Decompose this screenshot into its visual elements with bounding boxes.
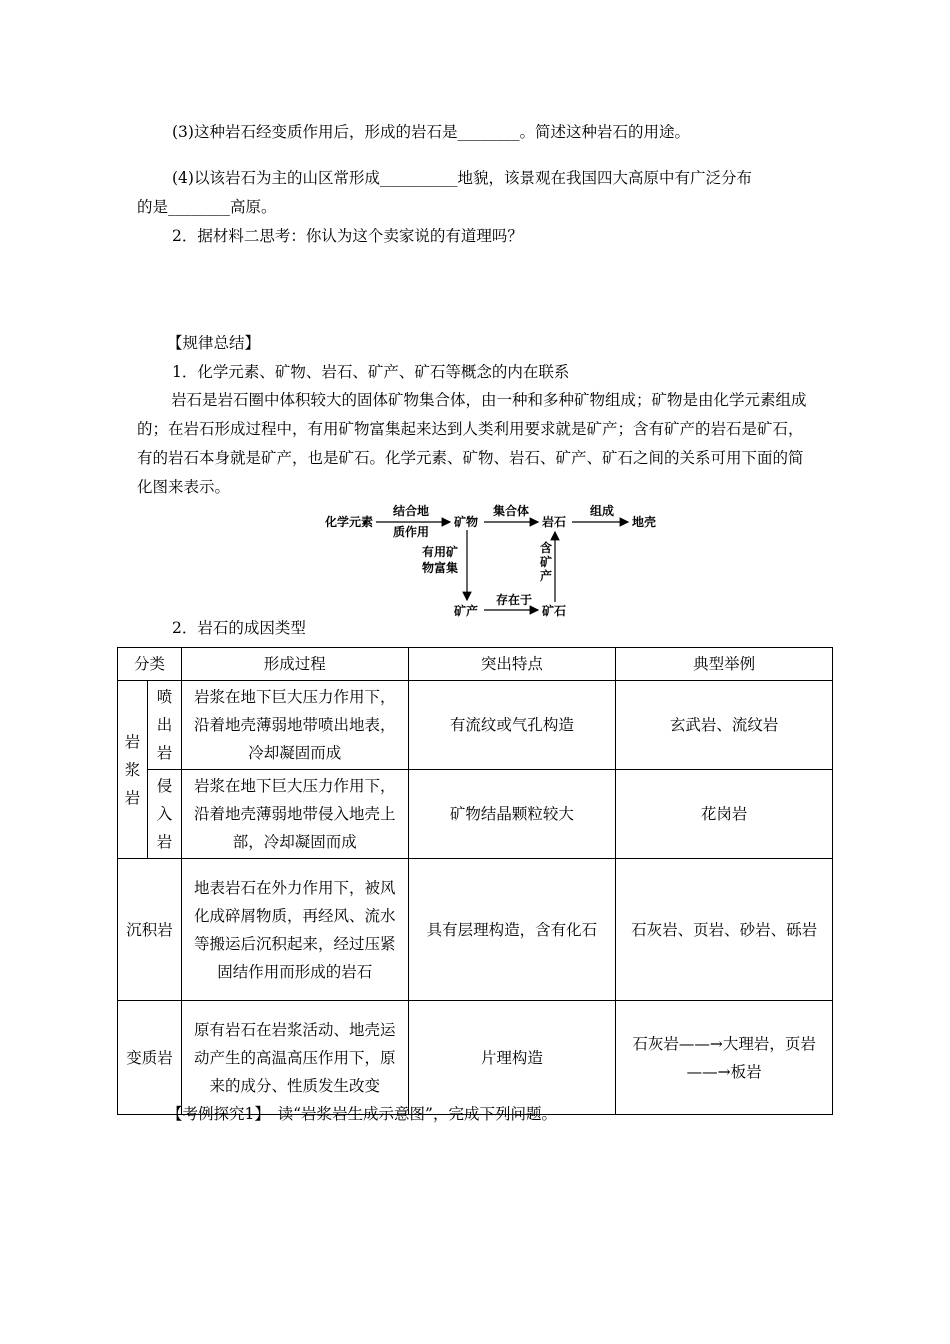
up-label-1: 含: [540, 541, 553, 555]
header-category: 分类: [118, 648, 182, 681]
down-label-1: 有用矿: [422, 545, 459, 559]
concept-relation-diagram: [300, 500, 680, 625]
process-cell: 原有岩石在岩浆活动、地壳运动产生的高温高压作用下，原来的成分、性质发生改变: [181, 1001, 408, 1115]
table-row: [118, 681, 833, 770]
down-label-2: 物富集: [422, 561, 459, 575]
process-cell: 地表岩石在外力作用下，被风化成碎屑物质，再经风、流水等搬运后沉积起来，经过压紧固结作用而形成的岩石: [181, 859, 408, 1001]
magmatic-group-label: 岩 浆 岩: [118, 681, 148, 859]
category-metamorphic: 变质岩: [118, 1001, 182, 1115]
arrow2-label: 集合体: [493, 504, 530, 518]
example-cell: 石灰岩、页岩、砂岩、砾岩: [616, 859, 833, 1001]
summary-item2-title: 2．岩石的成因类型: [172, 619, 306, 637]
sub-category-extrusive: 喷 出 岩: [147, 681, 181, 770]
header-feature: 突出特点: [408, 648, 616, 681]
rock-genesis-table: [117, 647, 833, 1115]
example-cell: 玄武岩、流纹岩: [616, 681, 833, 770]
example-cell: 花岗岩: [616, 770, 833, 859]
example-heading: 【考例探究1】 读“岩浆岩生成示意图”，完成下列问题。: [167, 1105, 557, 1123]
example-cell: 石灰岩——→大理岩，页岩——→板岩: [616, 1001, 833, 1115]
node-rock: 岩石: [542, 515, 567, 529]
node-ore: 矿石: [542, 604, 567, 618]
question-4-line1: (4)以该岩石为主的山区常形成__________地貌，该景观在我国四大高原中有广泛分布: [172, 169, 752, 187]
process-cell: 岩浆在地下巨大压力作用下，沿着地壳薄弱地带喷出地表，冷却凝固而成: [181, 681, 408, 770]
feature-cell: 矿物结晶颗粒较大: [408, 770, 616, 859]
table-row: [118, 859, 833, 1001]
up-label-3: 产: [540, 569, 553, 583]
question-3: (3)这种岩石经变质作用后，形成的岩石是________。简述这种岩石的用途。: [172, 123, 690, 141]
question-4-line2: 的是________高原。: [137, 198, 277, 216]
sub-category-intrusive: 侵 入 岩: [147, 770, 181, 859]
arrow4-label: 存在于: [496, 593, 533, 607]
header-process: 形成过程: [181, 648, 408, 681]
feature-cell: 具有层理构造，含有化石: [408, 859, 616, 1001]
table-header-row: [118, 648, 833, 681]
summary-heading: 【规律总结】: [167, 334, 261, 352]
summary-item1-title: 1．化学元素、矿物、岩石、矿产、矿石等概念的内在联系: [172, 363, 570, 381]
arrow3-label: 组成: [590, 504, 615, 518]
feature-cell: 片理构造: [408, 1001, 616, 1115]
table-row: [118, 770, 833, 859]
arrow1-label-top: 结合地: [393, 504, 430, 518]
category-sedimentary: 沉积岩: [118, 859, 182, 1001]
node-crust: 地壳: [632, 515, 657, 529]
question-material-2: 2．据材料二思考：你认为这个卖家说的有道理吗？: [172, 227, 523, 245]
header-example: 典型举例: [616, 648, 833, 681]
up-label-2: 矿: [540, 555, 553, 569]
node-element: 化学元素: [325, 515, 374, 529]
table-row: [118, 1001, 833, 1115]
node-mineral: 矿物: [454, 515, 479, 529]
feature-cell: 有流纹或气孔构造: [408, 681, 616, 770]
arrow1-label-bottom: 质作用: [393, 525, 430, 539]
node-deposit: 矿产: [454, 604, 479, 618]
summary-item1-body: 岩石是岩石圈中体积较大的固体矿物集合体，由一种和多种矿物组成；矿物是由化学元素组成的；在岩石形成过程中，有用矿物富集起来达到人类利用要求就是矿产；含有矿产的岩石是矿石，有的岩石本身就是矿产，也是矿石。化学元素、矿物、岩石、矿产、矿石之间的关系可用下面的简化图来表示。: [137, 391, 807, 496]
process-cell: 岩浆在地下巨大压力作用下，沿着地壳薄弱地带侵入地壳上部，冷却凝固而成: [181, 770, 408, 859]
